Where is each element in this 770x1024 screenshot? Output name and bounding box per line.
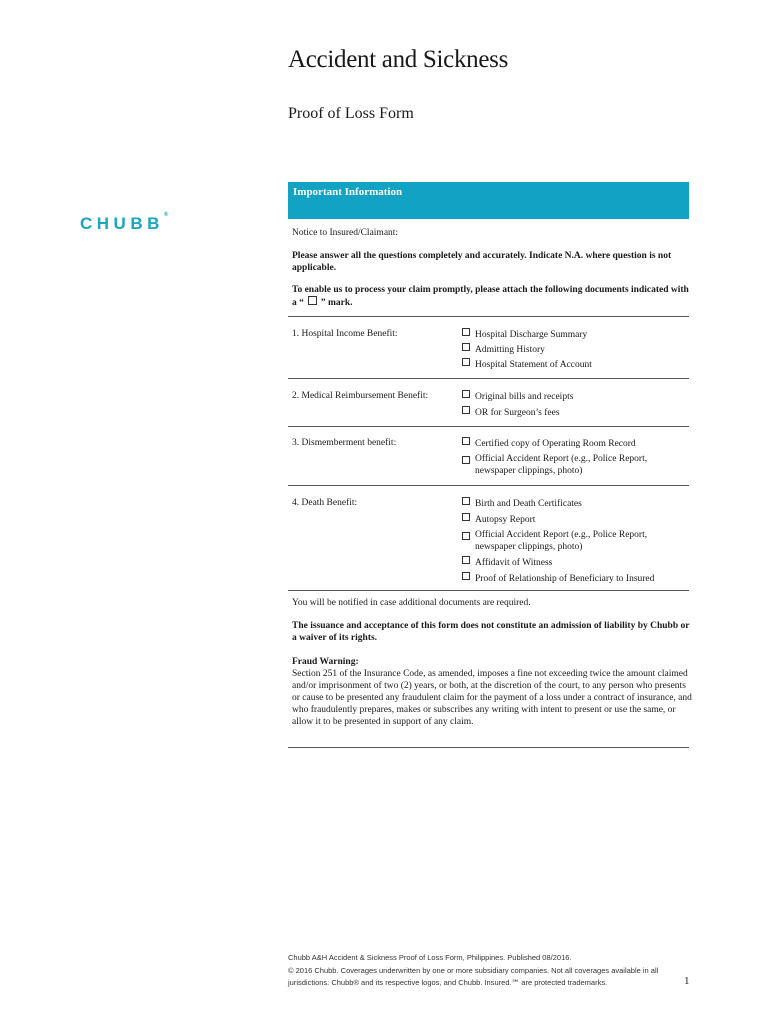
divider	[288, 590, 689, 591]
checkbox-icon[interactable]	[462, 497, 470, 505]
logo-registered-mark: ®	[163, 212, 169, 218]
fraud-warning-text: Section 251 of the Insurance Code, as amended, imposes a fine not exceeding twice the amount claimed and/or imprisonment of two (2) years, or both, at the discretion of the court, to any person who presents or cause to be presented any fraudulent claim for the payment of a loss under a contract of insurance, and who fraudulently prepares, makes or subscribes any writing with intent to present or use the same, or allow it to be presented in support of any claim.	[292, 669, 692, 727]
issuance-disclaimer: The issuance and acceptance of this form does not constitute an admission of liability by Chubb or a waiver of its rights.	[292, 621, 690, 643]
doc-label: Proof of Relationship of Beneficiary to Insured	[475, 574, 655, 584]
page-title: Accident and Sickness	[288, 46, 509, 73]
doc-checkbox-item[interactable]	[462, 406, 692, 419]
doc-checkbox-item[interactable]	[462, 513, 692, 526]
doc-checkbox-item[interactable]	[462, 529, 692, 553]
divider	[288, 316, 689, 317]
divider	[288, 378, 689, 379]
page-subtitle: Proof of Loss Form	[288, 105, 414, 122]
benefit-label-dismemberment: 3. Dismemberment benefit:	[292, 438, 397, 448]
doc-checkbox-item[interactable]	[462, 358, 692, 371]
doc-checkbox-item[interactable]	[462, 572, 692, 585]
checkbox-icon[interactable]	[462, 532, 470, 540]
divider	[288, 485, 689, 486]
doc-label: Official Accident Report (e.g., Police Report, newspaper clippings, photo)	[475, 530, 648, 552]
divider	[288, 747, 689, 748]
checkbox-icon[interactable]	[462, 556, 470, 564]
notice-label: Notice to Insured/Claimant:	[292, 228, 399, 238]
checkbox-icon[interactable]	[462, 406, 470, 414]
doc-label: Affidavit of Witness	[475, 558, 553, 568]
checkbox-icon[interactable]	[462, 343, 470, 351]
instruction-text-start: To enable us to process your claim promptly, please attach the following documents indicated with a “	[292, 285, 689, 308]
doc-checkbox-item[interactable]	[462, 453, 692, 477]
notified-note: You will be notified in case additional documents are required.	[292, 598, 531, 608]
checkbox-icon[interactable]	[462, 328, 470, 336]
checkbox-icon[interactable]	[462, 437, 470, 445]
doc-label: Birth and Death Certificates	[475, 499, 582, 509]
doc-checkbox-item[interactable]	[462, 556, 692, 569]
instruction-answer-completely: Please answer all the questions completely and accurately. Indicate N.A. where question is not applicable.	[292, 251, 672, 273]
footer-publication: Chubb A&H Accident & Sickness Proof of Loss Form, Philippines. Published 08/2016.	[288, 953, 572, 962]
doc-checkbox-item[interactable]	[462, 343, 692, 356]
benefit-label-medical-reimbursement: 2. Medical Reimbursement Benefit:	[292, 391, 429, 401]
checkbox-icon[interactable]	[462, 358, 470, 366]
important-information-heading: Important Information	[293, 186, 403, 198]
doc-label: Admitting History	[475, 345, 545, 355]
checkbox-icon[interactable]	[462, 572, 470, 580]
doc-checkbox-item[interactable]	[462, 390, 692, 403]
doc-checkbox-item[interactable]	[462, 437, 692, 450]
checkbox-icon	[308, 296, 317, 305]
doc-label: Hospital Discharge Summary	[475, 330, 588, 340]
doc-label: Hospital Statement of Account	[475, 360, 592, 370]
footer-copyright: © 2016 Chubb. Coverages underwritten by one or more subsidiary companies. Not all coverages available in all jurisdictions. Chubb® and its respective logos, and Chubb. Insured.℠ are protected trademarks.	[288, 965, 659, 987]
doc-checkbox-item[interactable]	[462, 497, 692, 510]
fraud-warning-heading: Fraud Warning:	[292, 657, 359, 667]
doc-label: Autopsy Report	[475, 515, 536, 525]
doc-checkbox-item[interactable]	[462, 328, 692, 341]
doc-label: OR for Surgeon’s fees	[475, 408, 560, 418]
chubb-logo	[80, 214, 168, 234]
checkbox-icon[interactable]	[462, 390, 470, 398]
checkbox-icon[interactable]	[462, 456, 470, 464]
doc-label: Certified copy of Operating Room Record	[475, 439, 636, 449]
logo-text: CHUBB	[80, 214, 164, 233]
instruction-text-end: ” mark.	[320, 298, 353, 308]
important-information-banner	[288, 182, 689, 219]
checkbox-icon[interactable]	[462, 513, 470, 521]
benefit-label-hospital-income: 1. Hospital Income Benefit:	[292, 329, 398, 339]
doc-label: Official Accident Report (e.g., Police Report, newspaper clippings, photo)	[475, 454, 648, 476]
footer	[288, 952, 668, 990]
divider	[288, 426, 689, 427]
doc-label: Original bills and receipts	[475, 392, 574, 402]
page-number: 1	[684, 975, 690, 987]
benefit-label-death: 4. Death Benefit:	[292, 498, 358, 508]
instruction-attach-documents	[292, 284, 690, 309]
